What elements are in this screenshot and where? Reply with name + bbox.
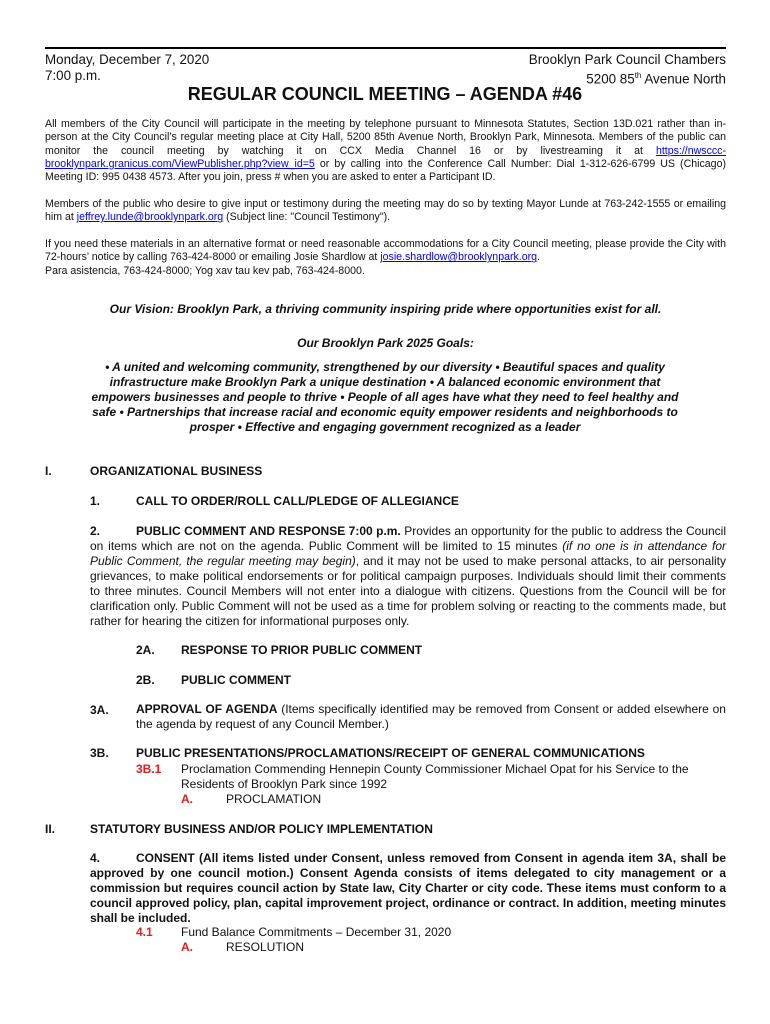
- item-4-text: CONSENT (All items listed under Consent, unless removed from Consent in agenda item 3A, shall be approved by one council motion.) Consent Agenda consists of items delegated to city management or a commission but requires council action by State law, City Charter or city code. These items must conform to a council approved policy, plan, capital improvement project, ordinance or contract. In addition, meeting minutes shall be included.: [90, 851, 726, 925]
- item-3b-number: 3B.: [90, 746, 109, 760]
- item-3b1-number: 3B.1: [136, 762, 162, 776]
- item-3a-number: 3A.: [90, 703, 109, 717]
- location-name: Brooklyn Park Council Chambers: [528, 52, 726, 67]
- item-2-block: [90, 524, 726, 629]
- item-4-number: 4.: [90, 851, 101, 865]
- address-suffix: Avenue North: [641, 71, 726, 87]
- item-3b1-sub-text: PROCLAMATION: [226, 792, 322, 806]
- item-2b-number: 2B.: [136, 673, 155, 687]
- livestream-link[interactable]: https://nwsccc-brooklynpark.granicus.com/ViewPublisher.php?view_id=5: [45, 144, 726, 170]
- item-3a-text: (Items specifically identified may be removed from Consent or added elsewhere on the agenda by request of any Council Member.): [136, 702, 726, 731]
- item-3b1-text: Proclamation Commending Hennepin County Commissioner Michael Opat for his Service to the Residents of Brooklyn Park since 1992: [181, 762, 689, 791]
- item-4-1-text: Fund Balance Commitments – December 31, 2020: [181, 925, 452, 939]
- intro-p1-text: All members of the City Council will participate in the meeting by telephone pursuant to Minnesota Statutes, Section 13D.021 rather than in-person at the City Council’s regular meeting place at City Hall, 5200 85th Avenue North, Brooklyn Park, Minnesota. Members of the public can monitor the council meeting by watching it on CCX Media Channel 16 or by livestreaming it at: [45, 118, 726, 157]
- item-3b-title: PUBLIC PRESENTATIONS/PROCLAMATIONS/RECEIPT OF GENERAL COMMUNICATIONS: [136, 746, 645, 760]
- meeting-time: 7:00 p.m.: [45, 68, 101, 83]
- meeting-date: Monday, December 7, 2020: [45, 52, 210, 67]
- intro-paragraph-2: [45, 198, 726, 225]
- meeting-datetime: [45, 52, 209, 84]
- item-2b-title: PUBLIC COMMENT: [181, 673, 291, 687]
- section-2-title: STATUTORY BUSINESS AND/OR POLICY IMPLEMENTATION: [90, 822, 433, 836]
- intro-paragraph-3: [45, 238, 726, 278]
- item-4-1-sub-number: A.: [181, 940, 193, 954]
- intro-paragraph-1: [45, 118, 726, 184]
- item-1-title: CALL TO ORDER/ROLL CALL/PLEDGE OF ALLEGIANCE: [136, 494, 459, 508]
- intro-p3-after: .: [537, 251, 541, 264]
- assistance-line: Para asistencia, 763-424-8000; Yog xav tau kev pab, 763-424-8000.: [45, 264, 365, 277]
- intro-p3-text: If you need these materials in an alternative format or need reasonable accommodations for a City Council meeting, please provide the City with 72-hours’ notice by calling 763-424-8000 or emailing Josie Shardlow at: [45, 238, 726, 264]
- section-2-numeral: II.: [45, 822, 56, 836]
- header-rule: [45, 47, 726, 49]
- item-3b1-sub-number: A.: [181, 792, 193, 806]
- item-4-1-sub-text: RESOLUTION: [226, 940, 305, 954]
- meeting-location: [529, 52, 726, 87]
- shardlow-email-link[interactable]: josie.shardlow@brooklynpark.org: [380, 251, 538, 264]
- item-4-block: [90, 851, 726, 926]
- item-1-number: 1.: [90, 494, 101, 508]
- item-2-text-2: , and it may not be used to make personal attacks, to air personality grievances, to make political endorsements or for political campaign purposes. Individuals should limit their comments to three minutes. Council Members will not enter into a dialogue with citizens. Questions from the Council will be for clarification only. Public Comment will not be used as a time for problem solving or reacting to the comments made, but rather for hearing the citizen for informational purposes only.: [90, 554, 726, 628]
- item-4-1-number: 4.1: [136, 925, 153, 939]
- item-2-text-1: Provides an opportunity for the public to address the Council on items which are not on the agenda. Public Comment will be limited to 15 minutes: [90, 524, 727, 553]
- address-prefix: 5200 85: [586, 71, 635, 87]
- item-2a-number: 2A.: [136, 643, 155, 657]
- vision-statement: Our Vision: Brooklyn Park, a thriving community inspiring pride where opportunities exist for all.: [109, 302, 662, 316]
- address-sup: th: [634, 71, 642, 80]
- item-2-italic: (if no one is in attendance for Public Comment, the regular meeting may begin): [90, 539, 726, 568]
- goals-text: • A united and welcoming community, strengthened by our diversity • Beautiful spaces and quality infrastructure make Brooklyn Park a unique destination • A balanced economic environment that empowers businesses and people to thrive • People of all ages have what they need to feel healthy and safe • Partnerships that increase racial and economic equity empower residents and neighborhoods to prosper • Effective and engaging government recognized as a leader: [91, 360, 679, 434]
- item-3a-block: [136, 702, 726, 732]
- section-1-title: ORGANIZATIONAL BUSINESS: [90, 464, 263, 478]
- mayor-email-link[interactable]: jeffrey.lunde@brooklynpark.org: [76, 211, 224, 224]
- item-2-number: 2.: [90, 524, 101, 538]
- goals-title: Our Brooklyn Park 2025 Goals:: [297, 336, 474, 350]
- item-3a-title: APPROVAL OF AGENDA: [136, 702, 278, 716]
- section-1-numeral: I.: [45, 464, 52, 478]
- item-2-title: PUBLIC COMMENT AND RESPONSE 7:00 p.m.: [136, 524, 401, 538]
- intro-p1-after: or by calling into the Conference Call Number: Dial 1-312-626-6799 US (Chicago) Meeting ID: 995 0438 4573. After you join, press # when you are asked to enter a Participant ID.: [45, 157, 726, 184]
- item-2a-title: RESPONSE TO PRIOR PUBLIC COMMENT: [181, 643, 423, 657]
- intro-p2-after: (Subject line: "Council Testimony").: [223, 211, 391, 224]
- intro-p2-text: Members of the public who desire to give input or testimony during the meeting may do so by texting Mayor Lunde at 763-242-1555 or emailing him at: [45, 198, 726, 224]
- page-title: REGULAR COUNCIL MEETING – AGENDA #46: [187, 84, 583, 104]
